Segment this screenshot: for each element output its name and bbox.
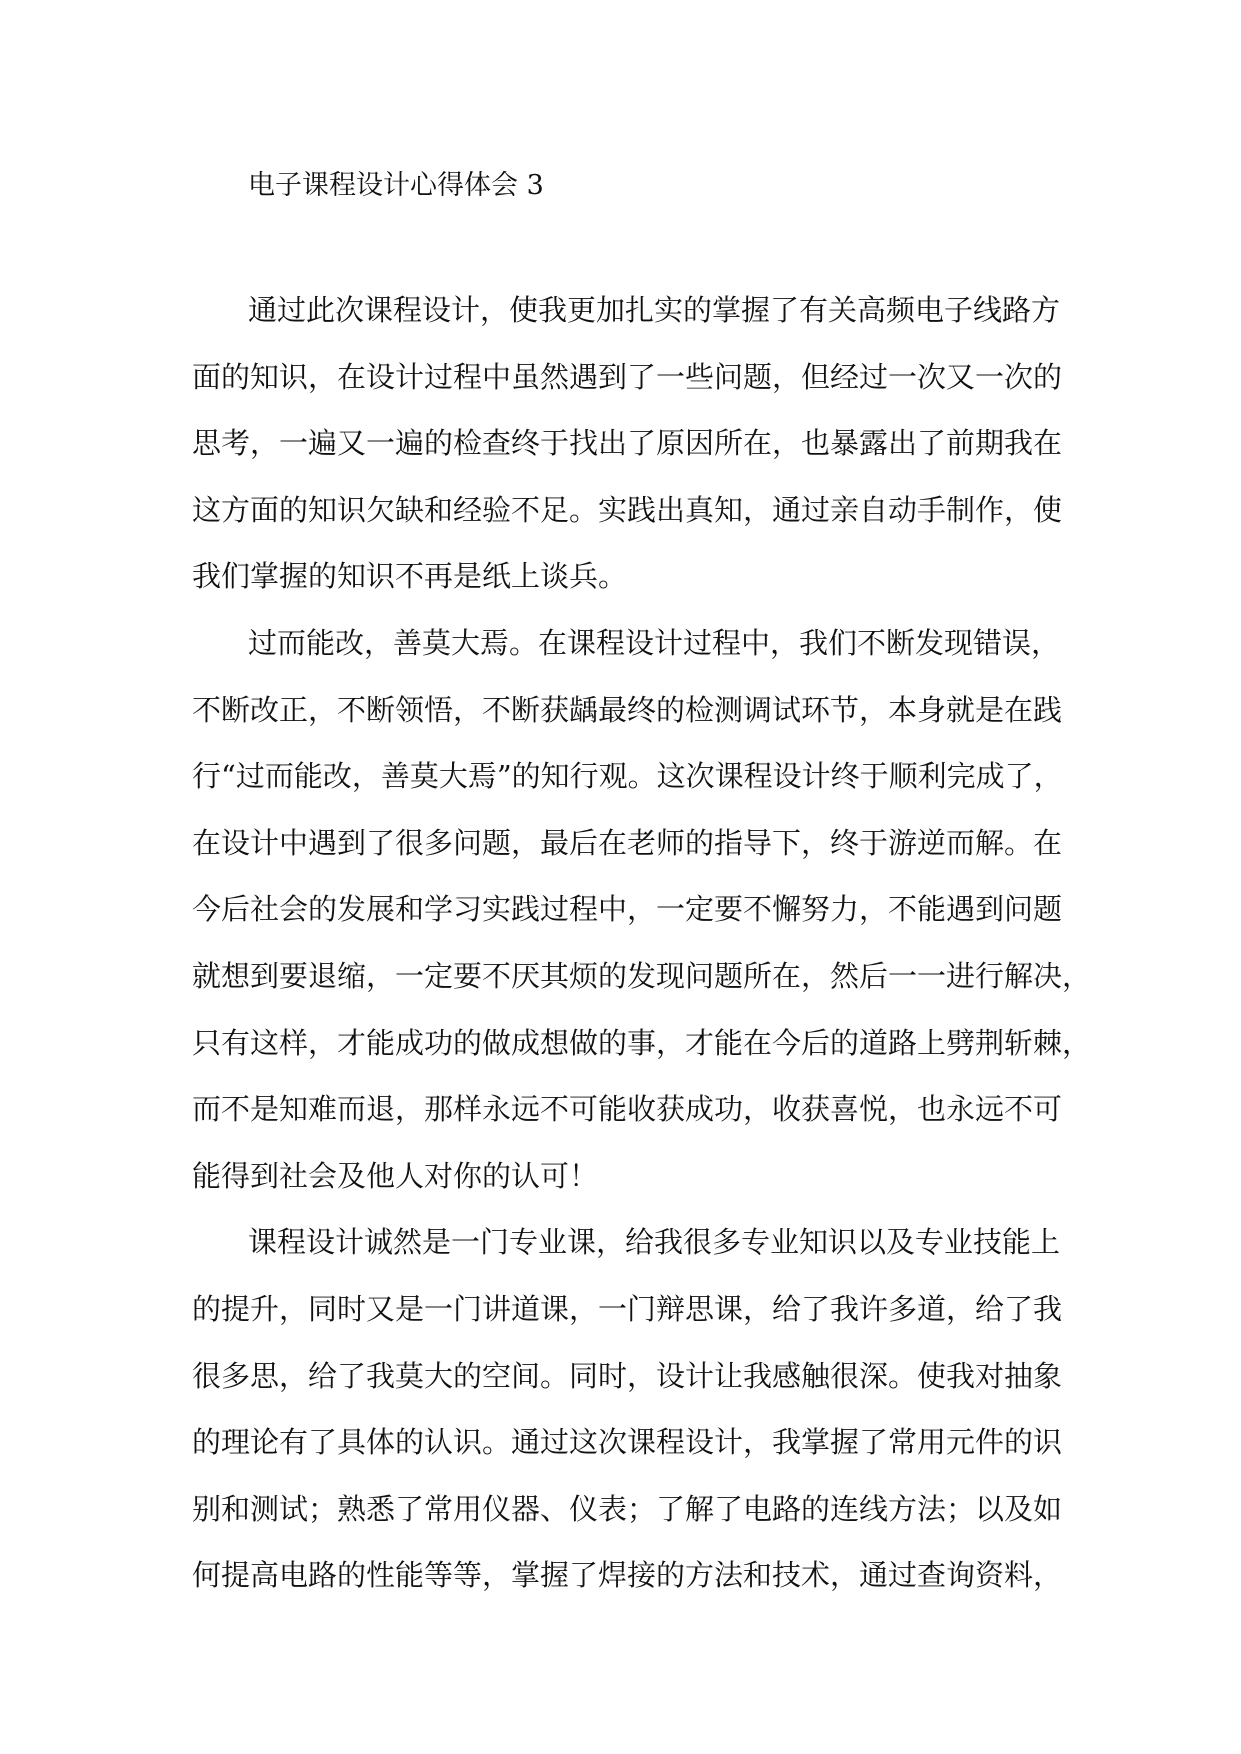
text-line: 我们掌握的知识不再是纸上谈兵。 [192, 559, 628, 594]
text-line: 这方面的知识欠缺和经验不足。实践出真知，通过亲自动手制作，使 [192, 492, 1063, 527]
text-line: 别和测试；熟悉了常用仪器、仪表；了解了电路的连线方法；以及如 [192, 1491, 1063, 1526]
text-line: 今后社会的发展和学习实践过程中，一定要不懈努力，不能遇到问题 [192, 892, 1063, 927]
text-line: 过而能改，善莫大焉。在课程设计过程中，我们不断发现错误， [248, 625, 1061, 660]
text-line: 就想到要退缩，一定要不厌其烦的发现问题所在，然后一一进行解决， [192, 958, 1092, 993]
text-line: 在设计中遇到了很多问题，最后在老师的指导下，终于游逆而解。在 [192, 825, 1063, 860]
text-line: 很多思，给了我莫大的空间。同时，设计让我感触很深。使我对抽象 [192, 1358, 1063, 1393]
text-line: 思考，一遍又一遍的检查终于找出了原因所在，也暴露出了前期我在 [192, 426, 1063, 461]
document-body [192, 290, 1092, 1622]
text-line: 面的知识，在设计过程中虽然遇到了一些问题，但经过一次又一次的 [192, 359, 1063, 394]
text-line: 不断改正，不断领悟，不断获龋最终的检测调试环节，本身就是在践 [192, 692, 1063, 727]
document-title: 电子课程设计心得体会 3 [248, 170, 544, 201]
text-line: 的理论有了具体的认识。通过这次课程设计，我掌握了常用元件的识 [192, 1425, 1063, 1460]
text-line: 的提升，同时又是一门讲道课，一门辩思课，给了我许多道，给了我 [192, 1291, 1063, 1326]
text-line: 通过此次课程设计，使我更加扎实的掌握了有关高频电子线路方 [248, 293, 1061, 327]
text-line: 能得到社会及他人对你的认可！ [192, 1158, 599, 1193]
text-line: 只有这样，才能成功的做成想做的事，才能在今后的道路上劈荆斩棘， [192, 1025, 1092, 1060]
text-line: 何提高电路的性能等等，掌握了焊接的方法和技术，通过查询资料， [192, 1558, 1063, 1593]
text-line: 而不是知难而退，那样永远不可能收获成功，收获喜悦，也永远不可 [192, 1092, 1063, 1127]
text-line: 课程设计诚然是一门专业课，给我很多专业知识以及专业技能上 [248, 1225, 1061, 1260]
text-line: 行“过而能改，善莫大焉”的知行观。这次课程设计终于顺利完成了， [192, 759, 1063, 794]
